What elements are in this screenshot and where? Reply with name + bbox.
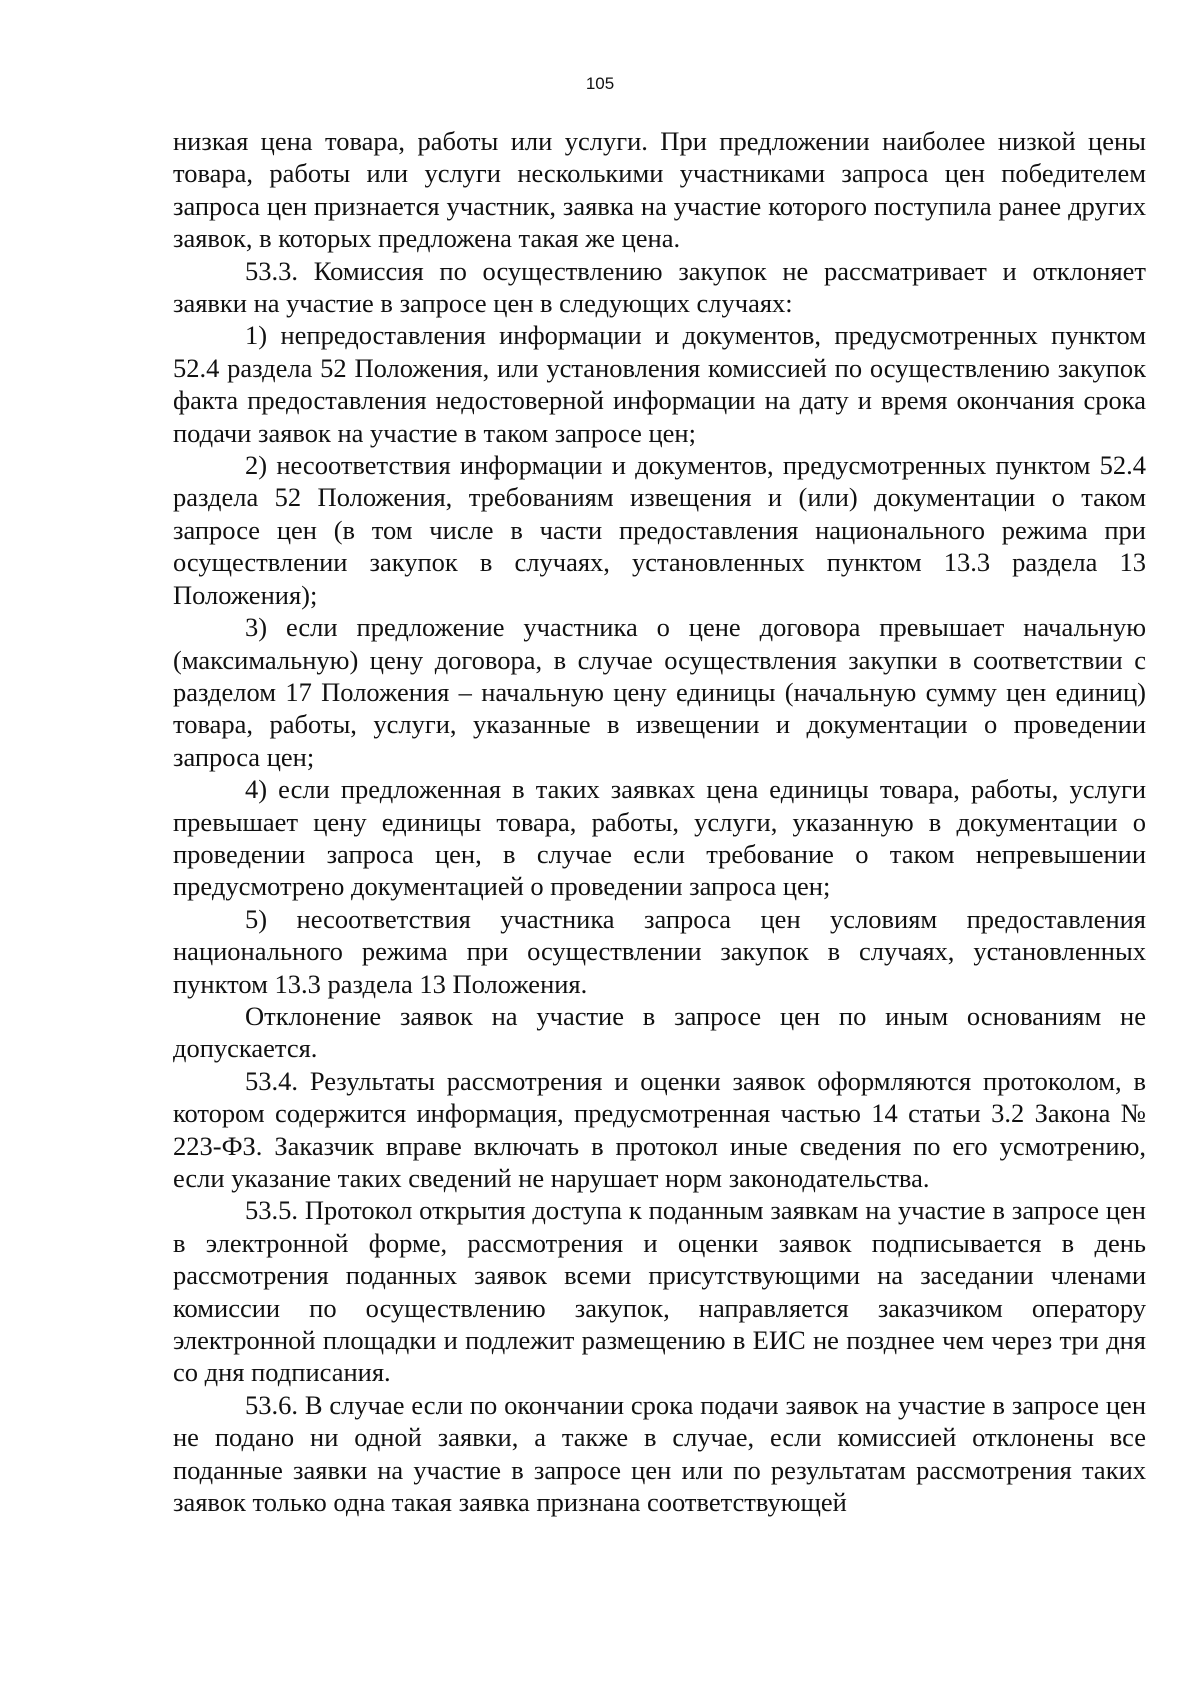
list-item-3: 3) если предложение участника о цене договора превышает начальную (максимальную) цену договора, в случае осуществления закупки в соответствии с разделом 17 Положения – начальную цену единицы (начальную сумму цен единиц) товара, работы, услуги, указанные в извещении и документации о проведении запроса цен;: [173, 612, 1146, 772]
list-item-2: 2) несоответствия информации и документов, предусмотренных пунктом 52.4 раздела 52 Положения, требованиям извещения и (или) документации о таком запросе цен (в том числе в части предоставления национального режима при осуществлении закупок в случаях, установленных пунктом 13.3 раздела 13 Положения);: [173, 450, 1146, 610]
paragraph-continuation: низкая цена товара, работы или услуги. При предложении наиболее низкой цены товара, работы или услуги несколькими участниками запроса цен победителем запроса цен признается участник, заявка на участие которого поступила ранее других заявок, в которых предложена такая же цена.: [173, 126, 1146, 254]
document-body: [173, 125, 1146, 1518]
paragraph-53-4: 53.4. Результаты рассмотрения и оценки заявок оформляются протоколом, в котором содержится информация, предусмотренная частью 14 статьи 3.2 Закона № 223-ФЗ. Заказчик вправе включать в протокол иные сведения по его усмотрению, если указание таких сведений не нарушает норм законодательства.: [173, 1065, 1146, 1193]
paragraph-53-3: 53.3. Комиссия по осуществлению закупок не рассматривает и отклоняет заявки на участие в запросе цен в следующих случаях:: [173, 255, 1146, 319]
paragraph-rejection-note: Отклонение заявок на участие в запросе цен по иным основаниям не допускается.: [173, 1000, 1146, 1064]
list-item-4: 4) если предложенная в таких заявках цена единицы товара, работы, услуги превышает цену единицы товара, работы, услуги, указанную в документации о проведении запроса цен, в случае если требование о таком непревышении предусмотрено документацией о проведении запроса цен;: [173, 774, 1146, 902]
list-item-5: 5) несоответствия участника запроса цен условиям предоставления национального режима при осуществлении закупок в случаях, установленных пунктом 13.3 раздела 13 Положения.: [173, 903, 1146, 999]
paragraph-53-5: 53.5. Протокол открытия доступа к поданным заявкам на участие в запросе цен в электронной форме, рассмотрения и оценки заявок подписывается в день рассмотрения поданных заявок всеми присутствующими на заседании членами комиссии по осуществлению закупок, направляется заказчиком оператору электронной площадки и подлежит размещению в ЕИС не позднее чем через три дня со дня подписания.: [173, 1195, 1146, 1388]
list-item-1: 1) непредоставления информации и документов, предусмотренных пунктом 52.4 раздела 52 Положения, или установления комиссией по осуществлению закупок факта предоставления недостоверной информации на дату и время окончания срока подачи заявок на участие в таком запросе цен;: [173, 320, 1146, 448]
page-number: 105: [585, 74, 615, 93]
paragraph-53-6: 53.6. В случае если по окончании срока подачи заявок на участие в запросе цен не подано ни одной заявки, а также в случае, если комиссией отклонены все поданные заявки на участие в запросе цен или по результатам рассмотрения таких заявок только одна такая заявка признана соответствующей: [173, 1389, 1146, 1518]
